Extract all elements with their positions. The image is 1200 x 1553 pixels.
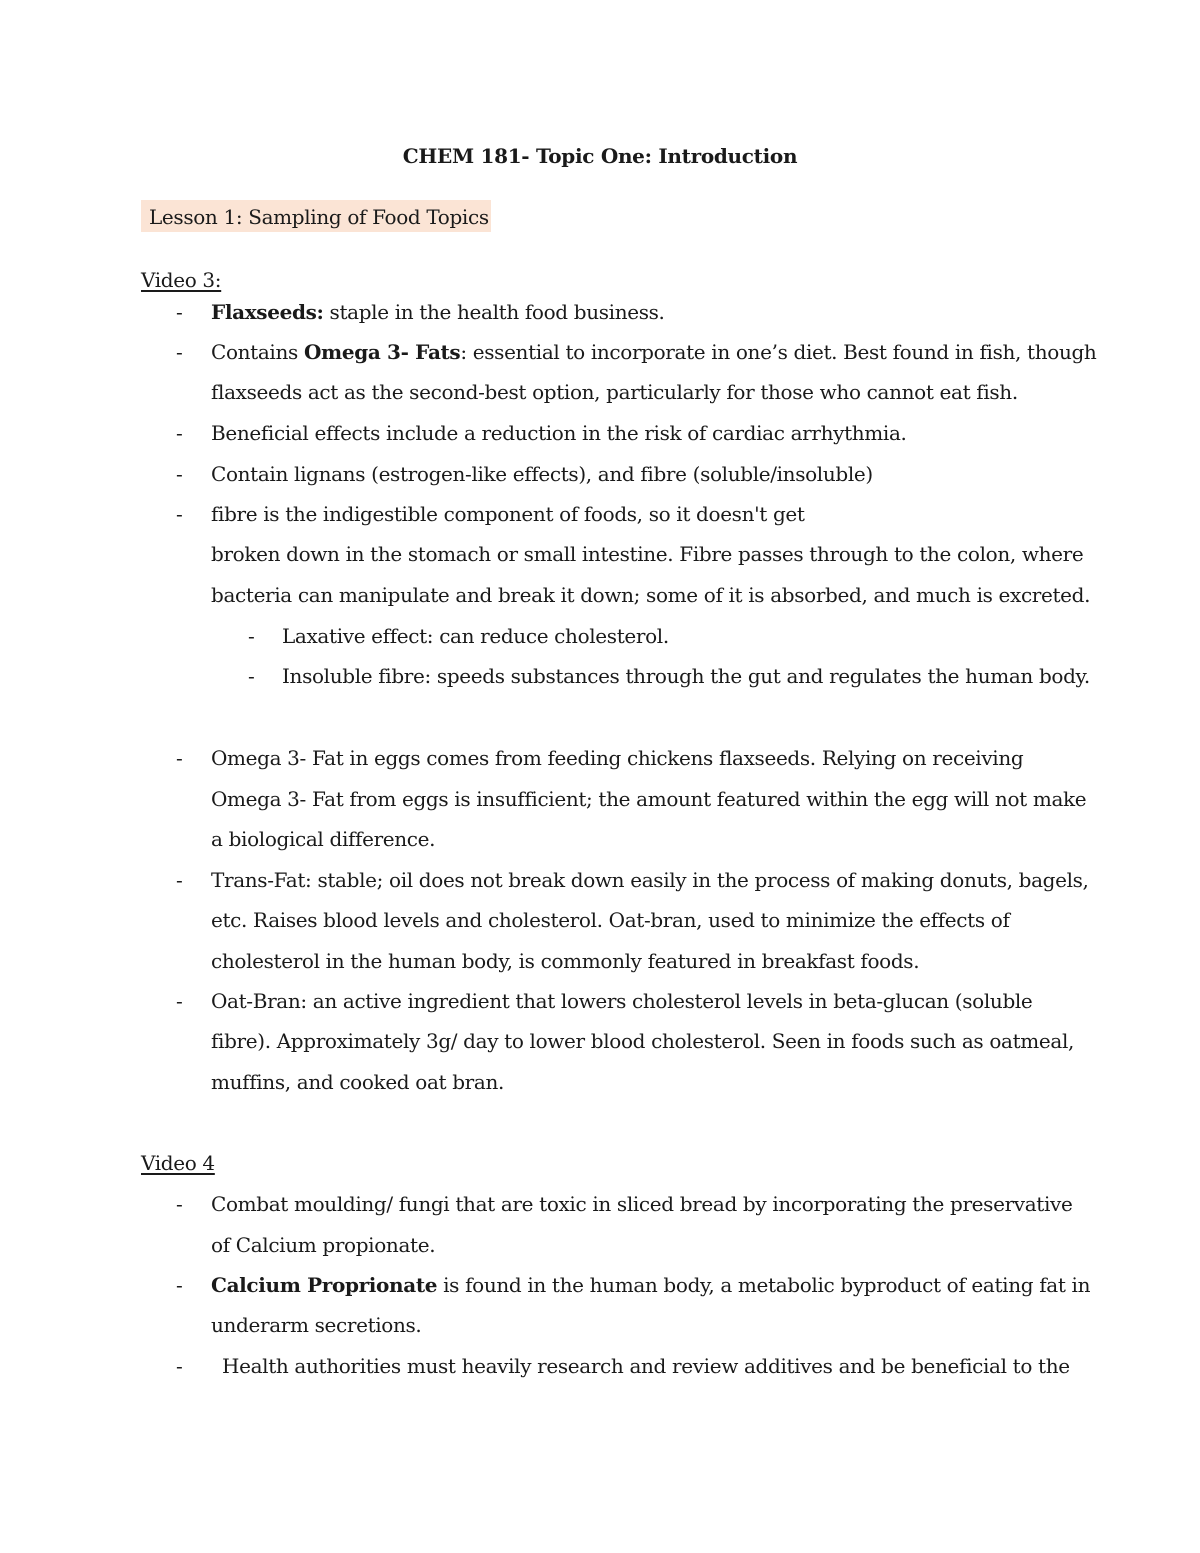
bullet-continuation: muffins, and cooked oat bran. <box>211 1070 505 1094</box>
bullet-oat-bran: Oat-Bran: an active ingredient that lowers cholesterol levels in beta-glucan (soluble <box>211 989 1033 1013</box>
sub-bullet-dash: - <box>248 664 255 688</box>
bullet-continuation: broken down in the stomach or small intestine. Fibre passes through to the colon, where <box>211 542 1084 566</box>
bullet-continuation: Omega 3- Fat from eggs is insufficient; the amount featured within the egg will not make <box>211 787 1087 811</box>
bold-term: Omega 3- Fats <box>303 340 461 364</box>
document-title: CHEM 181- Topic One: Introduction <box>402 144 798 168</box>
bullet-dash: - <box>176 1354 183 1378</box>
bullet-continuation: underarm secretions. <box>211 1313 422 1337</box>
bold-term: Calcium Proprionate <box>211 1273 438 1297</box>
bullet-omega3-eggs: Omega 3- Fat in eggs comes from feeding chickens flaxseeds. Relying on receiving <box>211 746 1024 770</box>
bullet-dash: - <box>176 746 183 770</box>
bullet-dash: - <box>176 1273 183 1297</box>
video-4-heading: Video 4 <box>141 1151 215 1175</box>
bullet-beneficial-effects: Beneficial effects include a reduction in the risk of cardiac arrhythmia. <box>211 421 907 445</box>
bullet-dash: - <box>176 340 183 364</box>
bullet-text: : essential to incorporate in one’s diet. Best found in fish, though <box>460 340 1097 364</box>
bullet-health-authorities: Health authorities must heavily research and review additives and be beneficial to the <box>222 1354 1070 1378</box>
bullet-continuation: bacteria can manipulate and break it down; some of it is absorbed, and much is excreted. <box>211 583 1091 607</box>
bullet-fibre: fibre is the indigestible component of foods, so it doesn't get <box>211 502 805 526</box>
bullet-dash: - <box>176 462 183 486</box>
bullet-continuation: etc. Raises blood levels and cholesterol. Oat-bran, used to minimize the effects of <box>211 908 1010 932</box>
bullet-flaxseeds <box>211 292 665 332</box>
bullet-dash: - <box>176 300 183 324</box>
bullet-dash: - <box>176 1192 183 1216</box>
bullet-lignans: Contain lignans (estrogen-like effects), and fibre (soluble/insoluble) <box>211 462 873 486</box>
sub-bullet-dash: - <box>248 624 255 648</box>
bold-term: Flaxseeds: <box>211 300 324 324</box>
bullet-dash: - <box>176 868 183 892</box>
bullet-calcium-proprionate <box>211 1265 1090 1305</box>
bullet-moulding: Combat moulding/ fungi that are toxic in sliced bread by incorporating the preservative <box>211 1192 1073 1216</box>
video-3-heading: Video 3: <box>141 268 222 292</box>
bullet-omega3 <box>211 332 1096 372</box>
bullet-continuation: of Calcium propionate. <box>211 1233 436 1257</box>
bullet-text: Contains <box>211 340 304 364</box>
bullet-trans-fat: Trans-Fat: stable; oil does not break down easily in the process of making donuts, bagels, <box>211 868 1089 892</box>
bullet-text: staple in the health food business. <box>323 300 665 324</box>
bullet-continuation: cholesterol in the human body, is commonly featured in breakfast foods. <box>211 949 920 973</box>
lesson-heading-highlighted: Lesson 1: Sampling of Food Topics <box>141 200 491 232</box>
bullet-continuation: a biological difference. <box>211 827 436 851</box>
bullet-dash: - <box>176 989 183 1013</box>
sub-bullet-insoluble-fibre: Insoluble fibre: speeds substances through the gut and regulates the human body. <box>282 664 1090 688</box>
sub-bullet-laxative: Laxative effect: can reduce cholesterol. <box>282 624 669 648</box>
bullet-text: is found in the human body, a metabolic byproduct of eating fat in <box>437 1273 1091 1297</box>
bullet-dash: - <box>176 421 183 445</box>
bullet-continuation: fibre). Approximately 3g/ day to lower blood cholesterol. Seen in foods such as oatmeal, <box>211 1029 1075 1053</box>
bullet-dash: - <box>176 502 183 526</box>
bullet-continuation: flaxseeds act as the second-best option, particularly for those who cannot eat fish. <box>211 380 1018 404</box>
